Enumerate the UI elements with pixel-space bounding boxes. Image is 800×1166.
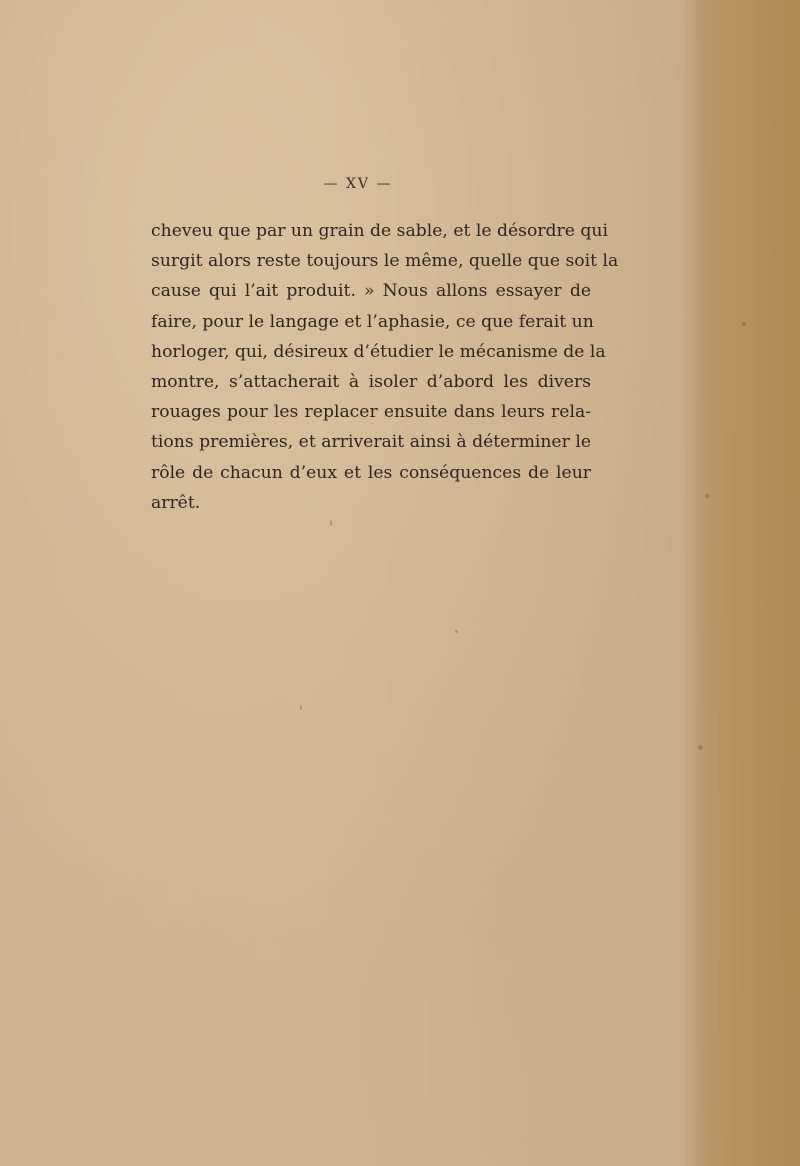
text-line: tions premières, et arriverait ainsi à déterminer le	[151, 432, 591, 453]
body-paragraph	[151, 216, 619, 518]
text-line: cause qui l’ait produit. » Nous allons essayer de	[151, 281, 591, 302]
text-line: montre, s’attacherait à isoler d’abord les divers	[151, 371, 591, 392]
paper-speck	[705, 494, 709, 498]
paper-speck	[300, 705, 302, 710]
text-line: surgit alors reste toujours le même, quelle que soit la	[151, 251, 619, 272]
text-line: arrêt.	[151, 492, 201, 513]
paper-speck	[455, 630, 458, 633]
text-line: faire, pour le langage et l’aphasie, ce que ferait un	[151, 311, 594, 332]
text-line: horloger, qui, désireux d’étudier le mécanisme de la	[151, 341, 606, 362]
paper-speck	[742, 322, 746, 326]
paper-speck	[698, 745, 703, 750]
paper-speck	[330, 520, 332, 526]
text-line: rôle de chacun d’eux et les conséquences de leur	[151, 462, 591, 483]
page-number-header: — XV —	[323, 176, 393, 192]
text-line: rouages pour les replacer ensuite dans leurs rela-	[151, 402, 591, 423]
page-edge-shadow	[682, 0, 800, 1166]
text-line: cheveu que par un grain de sable, et le désordre qui	[151, 221, 608, 241]
